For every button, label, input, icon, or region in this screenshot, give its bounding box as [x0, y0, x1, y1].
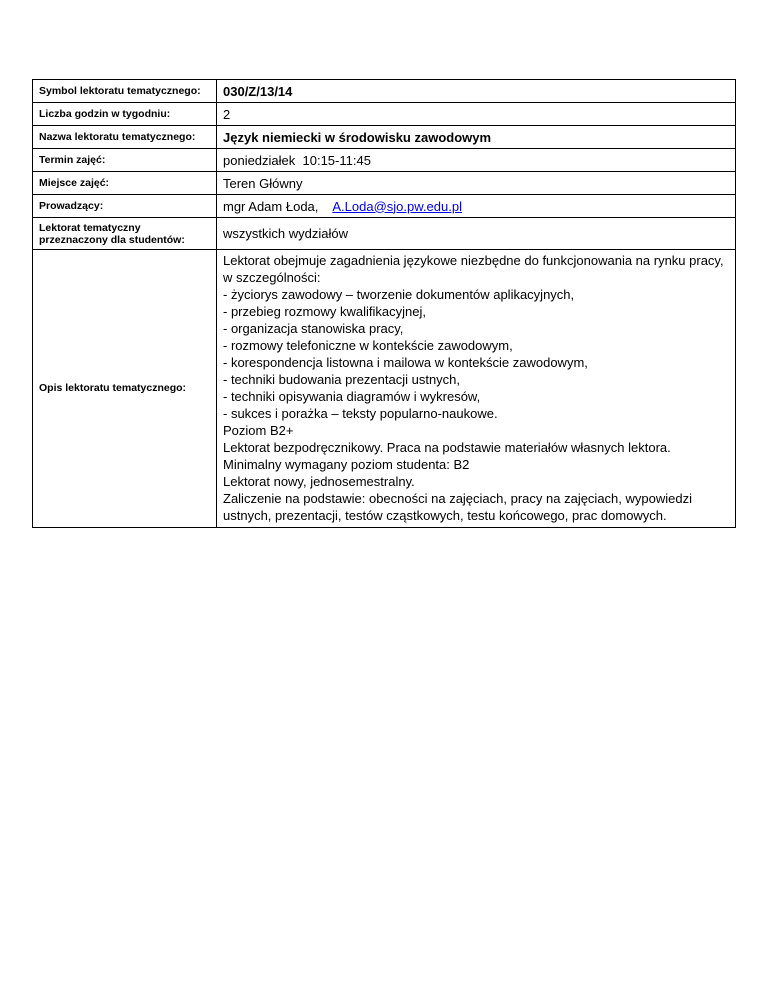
- description-line: Minimalny wymagany poziom studenta: B2: [223, 457, 470, 472]
- row-term: [33, 149, 736, 172]
- teacher-name: mgr Adam Łoda,: [223, 198, 319, 214]
- description-line: Lektorat obejmuje zagadnienia językowe niezbędne do funkcjonowania na rynku pracy, w szczególności:: [223, 253, 724, 285]
- teacher-cell: [217, 195, 736, 218]
- description-line: - życiorys zawodowy – tworzenie dokumentów aplikacyjnych,: [223, 287, 575, 302]
- description-value: [217, 250, 736, 528]
- row-audience: [33, 218, 736, 250]
- row-hours: [33, 103, 736, 126]
- term-label: Termin zajęć:: [33, 149, 217, 172]
- name-value: Język niemiecki w środowisku zawodowym: [217, 126, 736, 149]
- description-line: - techniki opisywania diagramów i wykresów,: [223, 389, 481, 404]
- audience-label: Lektorat tematyczny przeznaczony dla studentów:: [33, 218, 217, 250]
- name-label: Nazwa lektoratu tematycznego:: [33, 126, 217, 149]
- course-info-table: [32, 79, 736, 528]
- description-line: Poziom B2+: [223, 423, 294, 438]
- description-line: - rozmowy telefoniczne w kontekście zawodowym,: [223, 338, 513, 353]
- description-line: - organizacja stanowiska pracy,: [223, 321, 404, 336]
- description-label: Opis lektoratu tematycznego:: [33, 250, 217, 528]
- description-line: Lektorat bezpodręcznikowy. Praca na podstawie materiałów własnych lektora.: [223, 440, 671, 455]
- teacher-label: Prowadzący:: [33, 195, 217, 218]
- row-place: [33, 172, 736, 195]
- description-line: - techniki budowania prezentacji ustnych,: [223, 372, 461, 387]
- symbol-value: 030/Z/13/14: [217, 80, 736, 103]
- description-line: - przebieg rozmowy kwalifikacyjnej,: [223, 304, 427, 319]
- description-line: Lektorat nowy, jednosemestralny.: [223, 474, 415, 489]
- term-value: poniedziałek 10:15-11:45: [217, 149, 736, 172]
- hours-label: Liczba godzin w tygodniu:: [33, 103, 217, 126]
- description-line: - korespondencja listowna i mailowa w kontekście zawodowym,: [223, 355, 588, 370]
- row-symbol: [33, 80, 736, 103]
- description-line: - sukces i porażka – teksty popularno-naukowe.: [223, 406, 498, 421]
- place-label: Miejsce zajęć:: [33, 172, 217, 195]
- row-description: [33, 250, 736, 528]
- description-line: Zaliczenie na podstawie: obecności na zajęciach, pracy na zajęciach, wypowiedzi ustnych, prezentacji, testów cząstkowych, testu końcowego, prac domowych.: [223, 491, 692, 523]
- place-value: Teren Główny: [217, 172, 736, 195]
- symbol-label: Symbol lektoratu tematycznego:: [33, 80, 217, 103]
- hours-value: 2: [217, 103, 736, 126]
- row-name: [33, 126, 736, 149]
- row-teacher: [33, 195, 736, 218]
- audience-value: wszystkich wydziałów: [217, 218, 736, 250]
- teacher-email-link[interactable]: A.Loda@sjo.pw.edu.pl: [332, 198, 462, 214]
